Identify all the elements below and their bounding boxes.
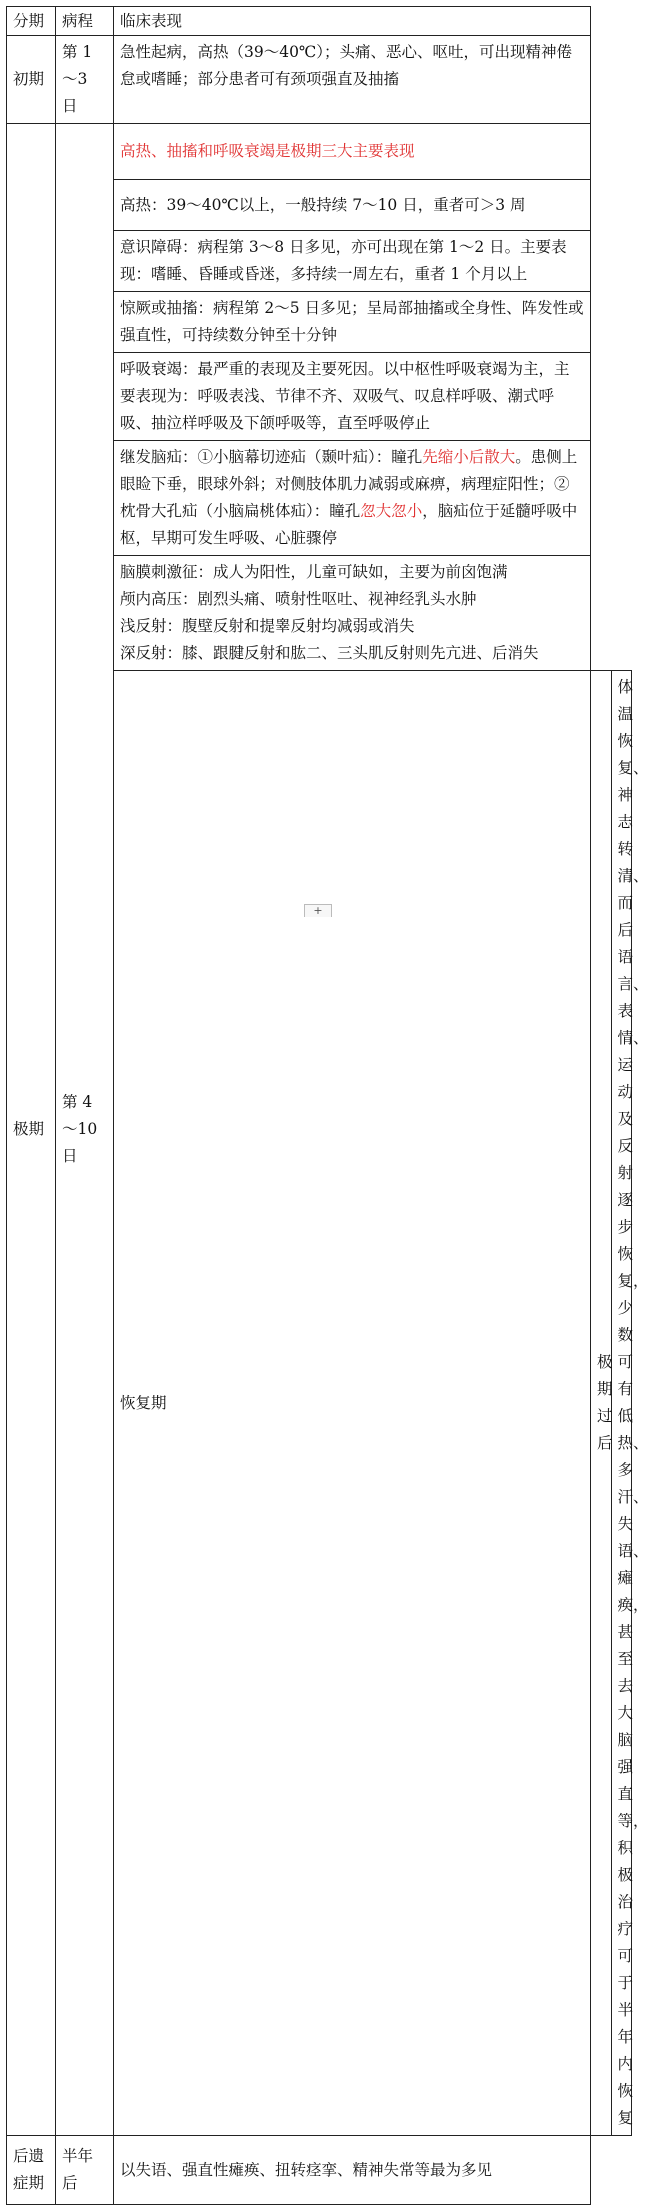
add-row-button[interactable]: +	[304, 904, 332, 917]
stage-recovery: 恢复期	[114, 671, 591, 2136]
peak-respiratory: 呼吸衰竭：最严重的表现及主要死因。以中枢性呼吸衰竭为主，主要表现为：呼吸表浅、节律不齐、双吸气、叹息样呼吸、潮式呼吸、抽泣样呼吸及下颌呼吸等，直至呼吸停止	[114, 353, 591, 441]
manifestation-initial: 急性起病，高热（39～40℃）；头痛、恶心、呕吐，可出现精神倦怠或嗜睡；部分患者可有颈项强直及抽搐	[114, 36, 591, 124]
course-peak: 第 4～10 日	[56, 124, 114, 2136]
peak-deep: 深反射：膝、跟腱反射和肱二、三头肌反射则先亢进、后消失	[120, 644, 539, 662]
stage-sequelae: 后遗症期	[7, 2136, 56, 2205]
stage-peak: 极期	[7, 124, 56, 2136]
course-recovery: 极期过后	[591, 671, 612, 2136]
stage-initial: 初期	[7, 36, 56, 124]
table-row-sequelae	[7, 2136, 632, 2205]
table-row-peak-headline	[7, 124, 632, 180]
peak-meningeal: 脑膜刺激征：成人为阳性，儿童可缺如，主要为前囟饱满	[120, 563, 508, 581]
manifestation-recovery: 体温恢复、神志转清、而后语言、表情、运动及反射逐步恢复，少数可有低热、多汗、失语、瘫痪，甚至去大脑强直等，积极治疗可于半年内恢复	[611, 671, 632, 2136]
manifestation-sequelae: 以失语、强直性瘫痪、扭转痉挛、精神失常等最为多见	[114, 2136, 591, 2205]
course-sequelae: 半年后	[56, 2136, 114, 2205]
hernia-text-2: 。患侧上眼睑下垂，眼球外斜；对侧肢体肌力减弱或麻痹，病理症阳性；②枕骨大孔疝（小脑扁桃体疝）：瞳孔	[120, 448, 578, 520]
course-initial: 第 1～3 日	[56, 36, 114, 124]
peak-signs	[114, 556, 591, 671]
header-stage: 分期	[7, 7, 56, 36]
peak-consciousness: 意识障碍：病程第 3～8 日多见，亦可出现在第 1～2 日。主要表现：嗜睡、昏睡或昏迷，多持续一周左右，重者 1 个月以上	[114, 231, 591, 292]
clinical-stage-table	[6, 6, 649, 2205]
hernia-text-3: ，脑疝位于延髓呼吸中枢，早期可发生呼吸、心脏骤停	[120, 502, 578, 547]
peak-hernia	[114, 441, 591, 556]
header-manifestation: 临床表现	[114, 7, 591, 36]
peak-superficial: 浅反射：腹壁反射和提睾反射均减弱或消失	[120, 617, 415, 635]
peak-intracranial: 颅内高压：剧烈头痛、喷射性呕吐、视神经乳头水肿	[120, 590, 477, 608]
hernia-highlight-1: 先缩小后散大	[422, 448, 516, 466]
hernia-text-1: 继发脑疝：①小脑幕切迹疝（颞叶疝）：瞳孔	[120, 448, 423, 466]
table-row-initial	[7, 36, 632, 124]
peak-headline: 高热、抽搐和呼吸衰竭是极期三大主要表现	[114, 124, 591, 180]
table-header-row	[7, 7, 632, 36]
peak-fever: 高热：39～40℃以上，一般持续 7～10 日，重者可＞3 周	[114, 180, 591, 231]
hernia-highlight-2: 忽大忽小	[360, 502, 423, 520]
header-course: 病程	[56, 7, 114, 36]
peak-convulsion: 惊厥或抽搐：病程第 2～5 日多见；呈局部抽搐或全身性、阵发性或强直性，可持续数分钟至十分钟	[114, 292, 591, 353]
